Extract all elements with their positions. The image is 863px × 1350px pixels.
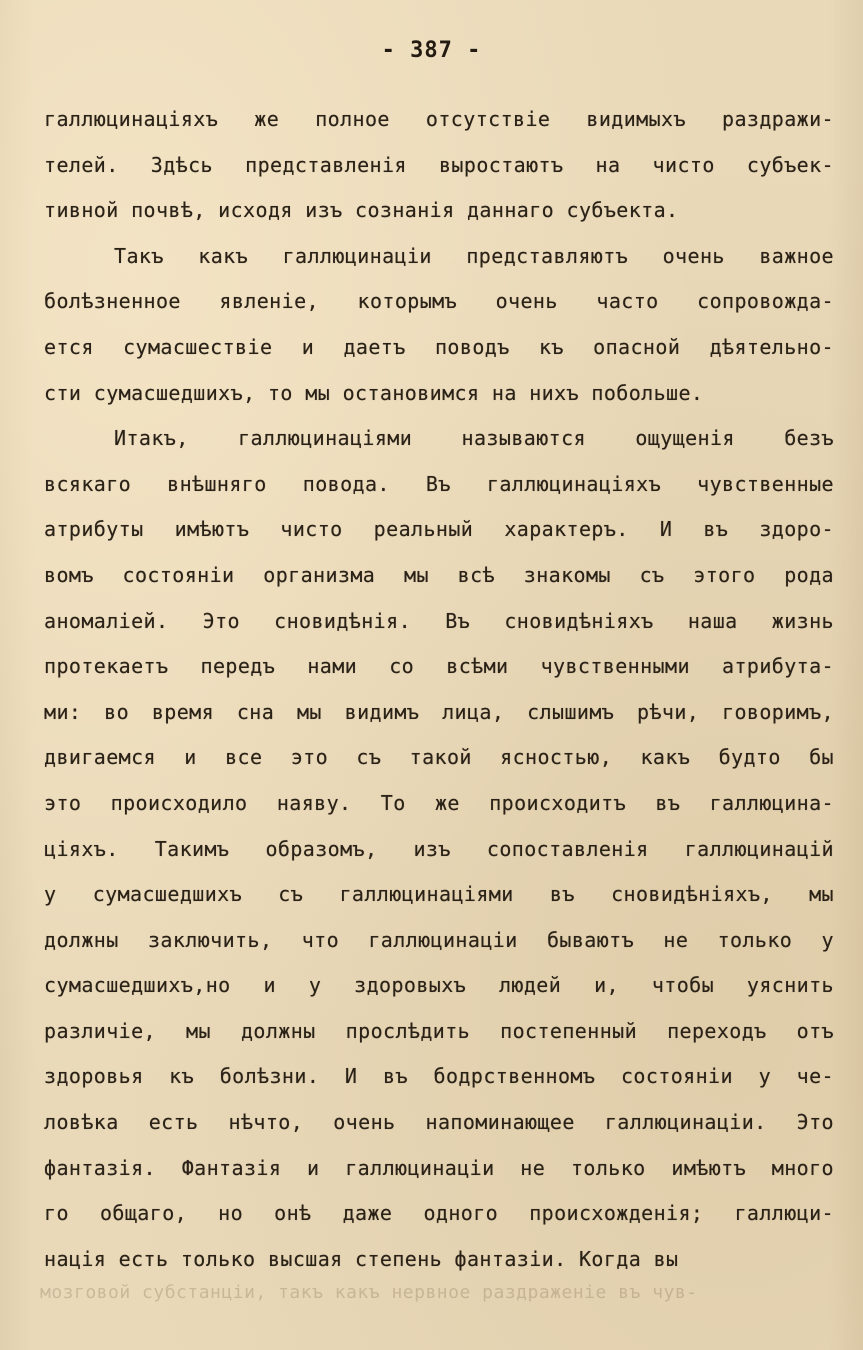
text-line: ется сумасшествіе и даетъ поводъ къ опасной дѣятельно- bbox=[44, 334, 834, 359]
text-line: атрибуты имѣютъ чисто реальный характеръ. И въ здоро- bbox=[44, 517, 834, 542]
text-line: го общаго, но онѣ даже одного происхожденія; галлюци- bbox=[44, 1201, 834, 1226]
text-line: различіе, мы должны прослѣдить постепенный переходъ отъ bbox=[44, 1018, 834, 1043]
text-line: нація есть только высшая степень фантазіи. Когда вы bbox=[44, 1246, 679, 1271]
text-line: двигаемся и все это съ такой ясностью, какъ будто бы bbox=[44, 745, 834, 770]
text-line: галлюцинаціяхъ же полное отсутствіе видимыхъ раздражи- bbox=[44, 107, 834, 131]
text-line: сти сумасшедшихъ, то мы остановимся на нихъ побольше. bbox=[44, 380, 704, 405]
page-number: - 387 - bbox=[381, 38, 482, 63]
paragraph-first-line: Такъ какъ галлюцинаціи представляютъ очень важное bbox=[114, 243, 834, 268]
bleed-through-text: мозговой субстанціи, такъ какъ нервное раздраженіе въ чув- bbox=[40, 1282, 698, 1303]
text-line: телей. Здѣсь представленія выростаютъ на чисто субъек- bbox=[44, 152, 834, 177]
text-line: ми: во время сна мы видимъ лица, слышимъ рѣчи, говоримъ, bbox=[44, 699, 834, 724]
text-line: здоровья къ болѣзни. И въ бодрственномъ состояніи у че- bbox=[44, 1064, 834, 1089]
body-text bbox=[44, 104, 834, 1289]
text-line: тивной почвѣ, исходя изъ сознанія даннаго субъекта. bbox=[44, 198, 679, 223]
text-line: болѣзненное явленіе, которымъ очень часто сопровожда- bbox=[44, 289, 834, 314]
text-line: протекаетъ передъ нами со всѣми чувственными атрибута- bbox=[44, 654, 834, 679]
text-line: у сумасшедшихъ съ галлюцинаціями въ сновидѣніяхъ, мы bbox=[44, 882, 834, 907]
text-line: ціяхъ. Такимъ образомъ, изъ сопоставленія галлюцинацій bbox=[44, 836, 834, 861]
text-line: вомъ состояніи организма мы всѣ знакомы съ этого рода bbox=[44, 562, 834, 587]
text-line: ловѣка есть нѣчто, очень напоминающее галлюцинаціи. Это bbox=[44, 1110, 834, 1135]
text-line: аномаліей. Это сновидѣнія. Въ сновидѣніяхъ наша жизнь bbox=[44, 608, 834, 633]
text-line: сумасшедшихъ,но и у здоровыхъ людей и, чтобы уяснить bbox=[44, 973, 834, 998]
text-line: это происходило наяву. То же происходитъ въ галлюцина- bbox=[44, 790, 834, 815]
paragraph-first-line: Итакъ, галлюцинаціями называются ощущенія безъ bbox=[114, 426, 834, 451]
text-line: всякаго внѣшняго повода. Въ галлюцинаціяхъ чувственные bbox=[44, 471, 834, 496]
text-line: должны заключить, что галлюцинаціи бываютъ не только у bbox=[44, 927, 834, 952]
text-line: фантазія. Фантазія и галлюцинаціи не только имѣютъ много bbox=[44, 1155, 834, 1180]
